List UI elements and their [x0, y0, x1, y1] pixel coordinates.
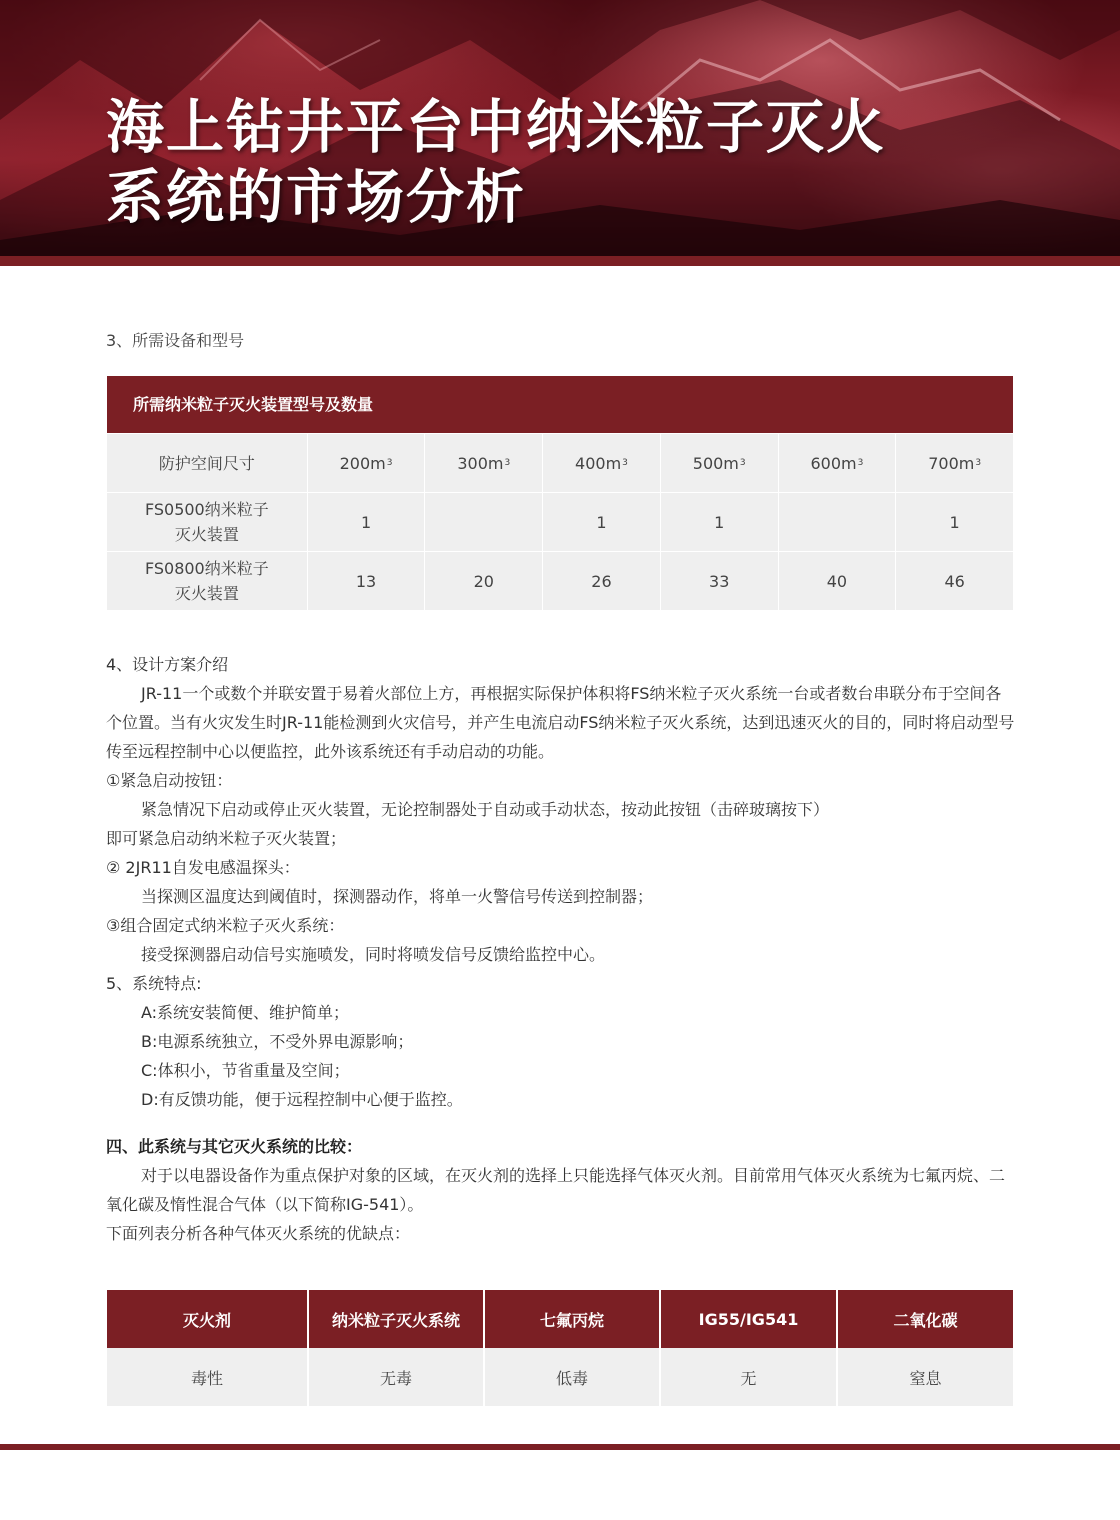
column-header: 七氟丙烷	[483, 1290, 659, 1348]
item-1-text-cont: 即可紧急启动纳米粒子灭火装置；	[106, 829, 347, 848]
table-cell: 无	[659, 1348, 836, 1406]
table-row	[107, 492, 1013, 551]
comparison-table	[107, 1290, 1013, 1406]
comparison-paragraph: 对于以电器设备作为重点保护对象的区域，在灭火剂的选择上只能选择气体灭火剂。目前常用气体灭火系统为七氟丙烷、二氧化碳及惰性混合气体（以下简称IG-541）。	[106, 1166, 1006, 1214]
table-cell: 1	[542, 493, 660, 551]
table-cell	[424, 493, 542, 551]
table-cell	[778, 493, 896, 551]
table-cell: 26	[542, 552, 660, 610]
banner-divider	[0, 256, 1120, 266]
section-3-label: 3、所需设备和型号	[106, 331, 245, 350]
size-600: 600m 3	[778, 434, 896, 492]
table-cell: 窒息	[836, 1348, 1013, 1406]
item-3-title: ③组合固定式纳米粒子灭火系统：	[106, 916, 345, 935]
table-cell: 毒性	[107, 1348, 307, 1406]
feature-item: D:有反馈功能，便于远程控制中心便于监控。	[141, 1090, 463, 1109]
size-500: 500m 3	[660, 434, 778, 492]
row-name: FS0500纳米粒子灭火装置	[107, 493, 307, 551]
table-row	[107, 1348, 1013, 1406]
item-1-text: 紧急情况下启动或停止灭火装置，无论控制器处于自动或手动状态，按动此按钮（击碎玻璃按下）	[141, 800, 830, 819]
feature-item: A:系统安装简便、维护简单；	[141, 1003, 350, 1022]
feature-item: B:电源系统独立，不受外界电源影响；	[141, 1032, 414, 1051]
comparison-heading: 四、此系统与其它灭火系统的比较：	[106, 1137, 363, 1156]
column-header: 灭火剂	[107, 1290, 307, 1348]
table-cell: 无毒	[307, 1348, 483, 1406]
body-text	[106, 650, 1016, 1248]
table-row	[107, 551, 1013, 610]
footer-divider	[0, 1444, 1120, 1450]
table-cell: 40	[778, 552, 896, 610]
header-label: 防护空间尺寸	[107, 434, 307, 492]
header-banner	[0, 0, 1120, 266]
table-cell: 1	[660, 493, 778, 551]
title-line-2: 系统的市场分析	[106, 163, 527, 231]
section-5-label: 5、系统特点:	[106, 974, 202, 993]
size-400: 400m 3	[542, 434, 660, 492]
column-header: 纳米粒子灭火系统	[307, 1290, 483, 1348]
comparison-list-intro: 下面列表分析各种气体灭火系统的优缺点：	[106, 1224, 411, 1243]
table-cell: 20	[424, 552, 542, 610]
item-2-title: ② 2JR11自发电感温探头：	[106, 858, 300, 877]
page-title	[106, 92, 1006, 232]
table-header-row	[107, 433, 1013, 492]
item-3-text: 接受探测器启动信号实施喷发，同时将喷发信号反馈给监控中心。	[141, 945, 606, 964]
title-line-1: 海上钻井平台中纳米粒子灭火	[106, 93, 887, 161]
size-700: 700m 3	[895, 434, 1013, 492]
item-2-text: 当探测区温度达到阈值时，探测器动作，将单一火警信号传送到控制器；	[141, 887, 654, 906]
table-cell: 46	[895, 552, 1013, 610]
section-4-label: 4、设计方案介绍	[106, 655, 229, 674]
table-cell: 13	[307, 552, 425, 610]
table-cell: 低毒	[483, 1348, 659, 1406]
table-cell: 33	[660, 552, 778, 610]
table-cell: 1	[307, 493, 425, 551]
equipment-table-title: 所需纳米粒子灭火装置型号及数量	[107, 376, 1013, 433]
size-200: 200m 3	[307, 434, 425, 492]
comparison-header-row	[107, 1290, 1013, 1348]
item-1-title: ①紧急启动按钮：	[106, 771, 233, 790]
column-header: IG55/IG541	[659, 1290, 836, 1348]
row-name: FS0800纳米粒子灭火装置	[107, 552, 307, 610]
table-cell: 1	[895, 493, 1013, 551]
column-header: 二氧化碳	[836, 1290, 1013, 1348]
section-4-intro: JR-11一个或数个并联安置于易着火部位上方，再根据实际保护体积将FS纳米粒子灭火系统一台或者数台串联分布于空间各个位置。当有火灾发生时JR-11能检测到火灾信号，并产生电流启动FS纳米粒子灭火系统，达到迅速灭火的目的，同时将启动型号传至远程控制中心以便监控，此外该系统还有手动启动的功能。	[106, 684, 1015, 761]
equipment-table	[107, 376, 1013, 610]
size-300: 300m 3	[424, 434, 542, 492]
feature-item: C:体积小，节省重量及空间；	[141, 1061, 350, 1080]
